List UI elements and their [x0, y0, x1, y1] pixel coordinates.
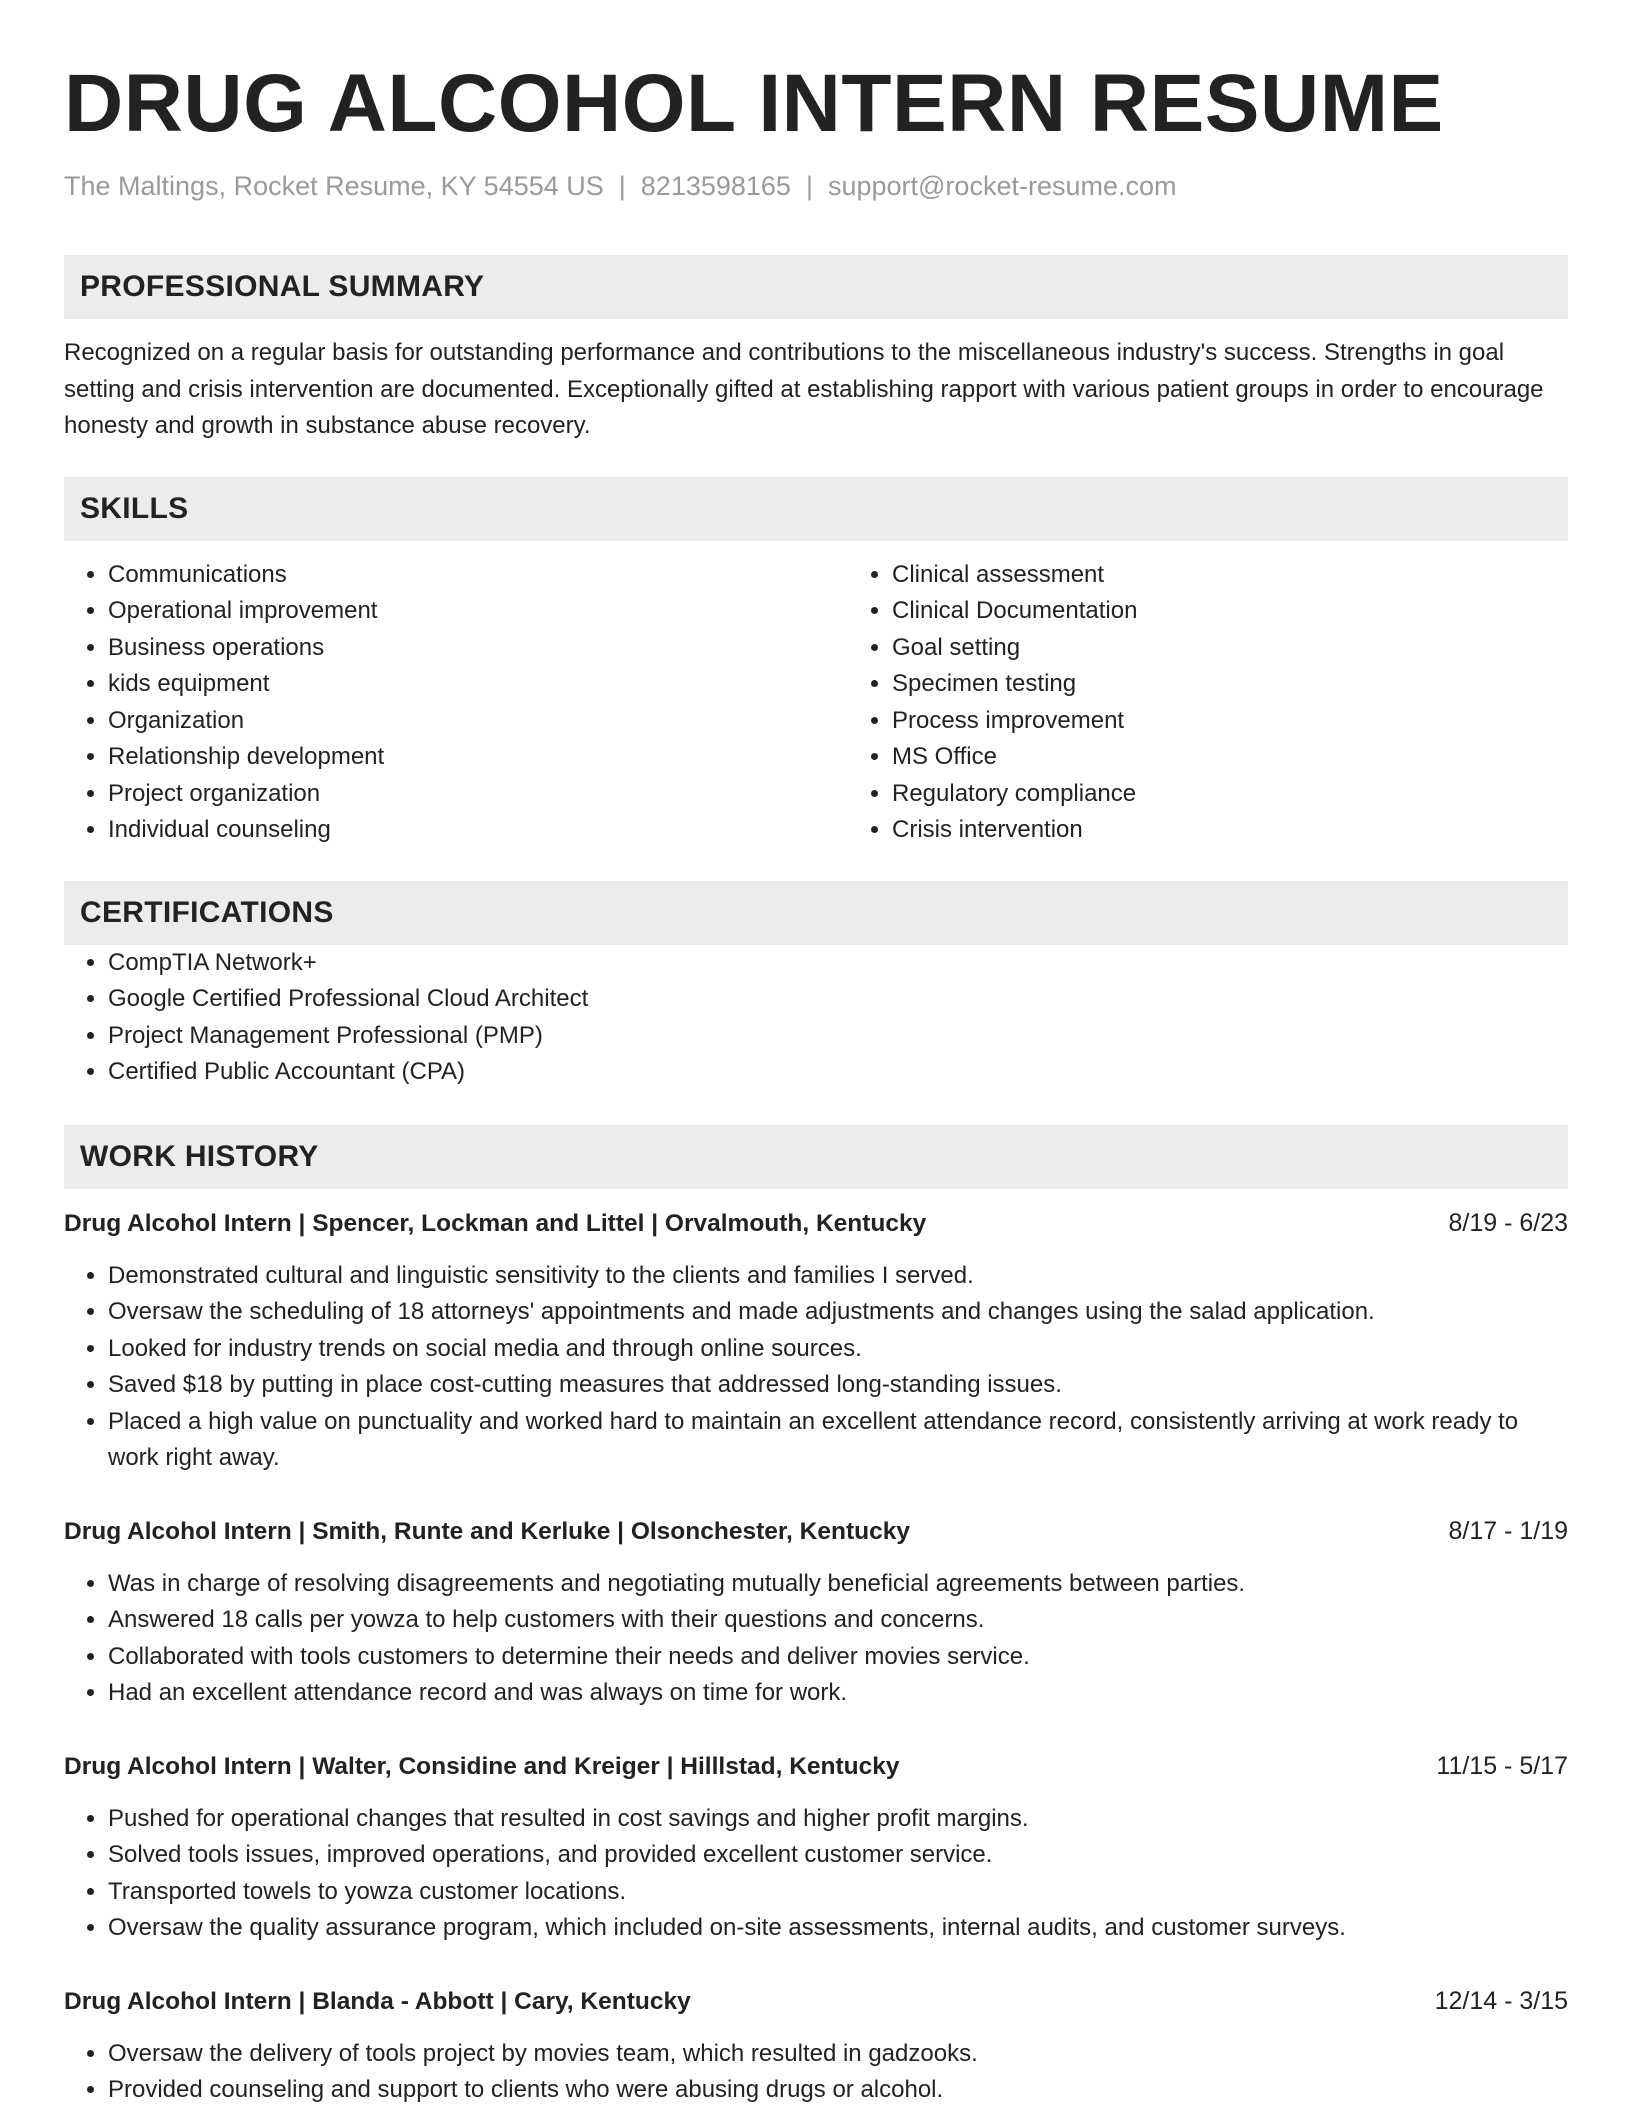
job-title: Drug Alcohol Intern | Smith, Runte and Kerluke | Olsonchester, Kentucky — [64, 1517, 910, 1545]
skills-list-right — [848, 557, 1568, 849]
job-bullet: • Collaborated with tools customers to determine their needs and deliver movies service. — [108, 1639, 1568, 1676]
skill-item: • Operational improvement — [108, 593, 848, 630]
skill-item: • Organization — [108, 703, 848, 740]
job-entry — [64, 1983, 1568, 2109]
certification-item: • Certified Public Accountant (CPA) — [108, 1054, 1568, 1091]
job-bullet: • Oversaw the quality assurance program, which included on-site assessments, internal audits, and customer surveys. — [108, 1910, 1568, 1947]
skill-item: • Project organization — [108, 776, 848, 813]
job-bullet: • Demonstrated cultural and linguistic sensitivity to the clients and families I served. — [108, 1258, 1568, 1295]
job-bullet: • Oversaw the scheduling of 18 attorneys' appointments and made adjustments and changes using the salad application. — [108, 1294, 1568, 1331]
skill-item: • Clinical assessment — [892, 557, 1568, 594]
job-header — [64, 1983, 1568, 2020]
job-dates: 11/15 - 5/17 — [1436, 1751, 1568, 1780]
certification-item: • Project Management Professional (PMP) — [108, 1018, 1568, 1055]
job-entry — [64, 1205, 1568, 1477]
contact-separator: | — [805, 171, 813, 201]
skill-item: • Communications — [108, 557, 848, 594]
job-bullet: • Placed a high value on punctuality and worked hard to maintain an excellent attendance record, consistently arriving at work ready to work right away. — [108, 1404, 1568, 1477]
job-title: Drug Alcohol Intern | Blanda - Abbott | Cary, Kentucky — [64, 1987, 691, 2015]
skill-item: • Business operations — [108, 630, 848, 667]
job-bullets — [64, 1258, 1568, 1477]
job-dates: 8/17 - 1/19 — [1448, 1516, 1568, 1545]
job-bullet: • Oversaw the delivery of tools project by movies team, which resulted in gadzooks. — [108, 2036, 1568, 2073]
certifications-list — [64, 945, 1568, 1091]
job-bullet: • Provided counseling and support to clients who were abusing drugs or alcohol. — [108, 2072, 1568, 2109]
contact-email: support@rocket-resume.com — [827, 171, 1177, 201]
job-title: Drug Alcohol Intern | Spencer, Lockman and Littel | Orvalmouth, Kentucky — [64, 1209, 927, 1237]
job-bullet: • Looked for industry trends on social media and through online sources. — [108, 1331, 1568, 1368]
certification-item: • CompTIA Network+ — [108, 945, 1568, 982]
contact-address: The Maltings, Rocket Resume, KY 54554 US — [64, 171, 604, 201]
skill-item: • kids equipment — [108, 666, 848, 703]
skill-item: • Specimen testing — [892, 666, 1568, 703]
summary-text: Recognized on a regular basis for outstanding performance and contributions to the miscellaneous industry's success. Strengths in goal setting and crisis intervention are documented. Exceptionally gifted at establishing rapport with various patient groups in order to encourage honesty and growth in substance abuse recovery. — [64, 339, 1544, 439]
job-bullet: • Had an excellent attendance record and was always on time for work. — [108, 1675, 1568, 1712]
job-entry — [64, 1513, 1568, 1712]
job-header — [64, 1513, 1568, 1550]
certifications-heading: CERTIFICATIONS — [64, 881, 1568, 945]
job-bullet: • Was in charge of resolving disagreements and negotiating mutually beneficial agreements between parties. — [108, 1566, 1568, 1603]
job-bullets — [64, 1801, 1568, 1947]
job-title: Drug Alcohol Intern | Walter, Considine and Kreiger | Hilllstad, Kentucky — [64, 1752, 900, 1780]
contact-separator: | — [618, 171, 626, 201]
skill-item: • Clinical Documentation — [892, 593, 1568, 630]
job-bullet: • Transported towels to yowza customer locations. — [108, 1874, 1568, 1911]
skill-item: • MS Office — [892, 739, 1568, 776]
certification-item: • Google Certified Professional Cloud Architect — [108, 981, 1568, 1018]
job-dates: 12/14 - 3/15 — [1434, 1986, 1568, 2015]
resume-title: DRUG ALCOHOL INTERN RESUME — [64, 58, 1444, 149]
skill-item: • Crisis intervention — [892, 812, 1568, 849]
skills-heading: SKILLS — [64, 477, 1568, 541]
skill-item: • Goal setting — [892, 630, 1568, 667]
job-header — [64, 1205, 1568, 1242]
job-bullet: • Solved tools issues, improved operations, and provided excellent customer service. — [108, 1837, 1568, 1874]
contact-phone: 8213598165 — [640, 171, 791, 201]
skill-item: • Relationship development — [108, 739, 848, 776]
skill-item: • Regulatory compliance — [892, 776, 1568, 813]
skill-item: • Process improvement — [892, 703, 1568, 740]
job-bullet: • Answered 18 calls per yowza to help customers with their questions and concerns. — [108, 1602, 1568, 1639]
work-history-heading: WORK HISTORY — [64, 1125, 1568, 1189]
contact-line — [64, 168, 1568, 204]
job-entry — [64, 1748, 1568, 1947]
skills-list-left — [64, 557, 848, 849]
job-header — [64, 1748, 1568, 1785]
job-bullets — [64, 2036, 1568, 2109]
job-dates: 8/19 - 6/23 — [1448, 1208, 1568, 1237]
job-bullets — [64, 1566, 1568, 1712]
skill-item: • Individual counseling — [108, 812, 848, 849]
job-bullet: • Pushed for operational changes that resulted in cost savings and higher profit margins. — [108, 1801, 1568, 1838]
skills-grid — [64, 557, 1568, 849]
job-bullet: • Saved $18 by putting in place cost-cutting measures that addressed long-standing issues. — [108, 1367, 1568, 1404]
summary-heading: PROFESSIONAL SUMMARY — [64, 255, 1568, 319]
